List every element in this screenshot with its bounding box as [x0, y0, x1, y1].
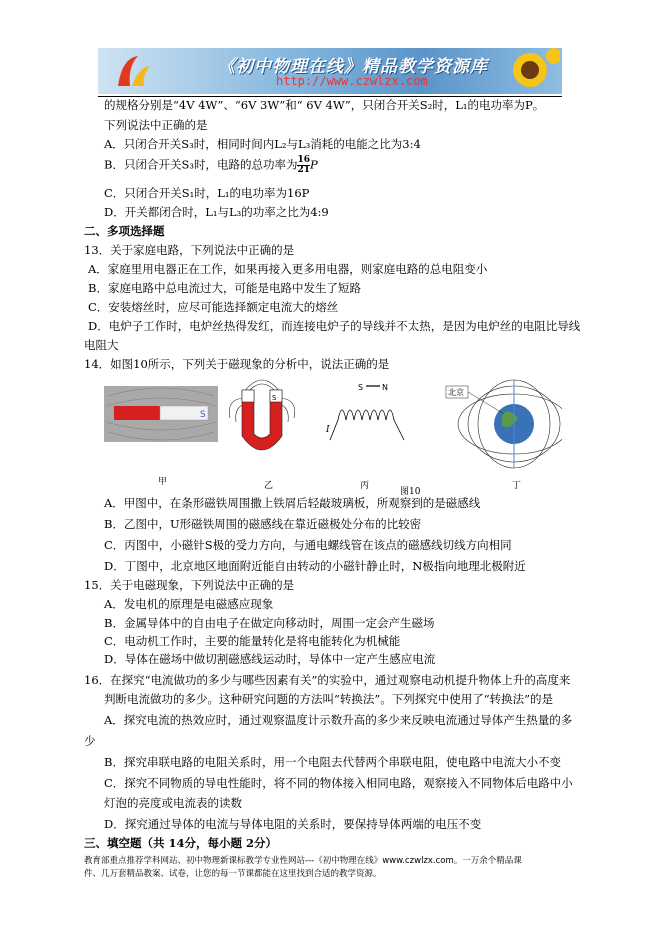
footer-line2: 件、几万套精品教案、试卷，让您的每一节课都能在这里找到合适的教学资源。 — [84, 869, 382, 879]
earth-magnetic-field-figure — [444, 374, 562, 474]
q12-option-b — [104, 156, 318, 175]
q16-option-d: D．探究通过导体的电流与导体电阻的关系时，要保持导体两端的电压不变 — [104, 817, 482, 831]
q16-option-c-line2: 灯泡的亮度或电流表的读数 — [104, 796, 242, 810]
q15-option-d: D．导体在磁场中做切割磁感线运动时，导体中一定产生感应电流 — [104, 652, 436, 666]
q15-option-c: C．电动机工作时，主要的能量转化是将电能转化为机械能 — [104, 634, 401, 648]
q14-option-c: C．丙图中，小磁针S极的受力方向，与通电螺线管在该点的磁感线切线方向相同 — [104, 538, 512, 552]
q13-option-d-line1: D．电炉子工作时，电炉丝热得发红，而连接电炉子的导线并不太热，是因为电炉丝的电阻比导线 — [88, 319, 581, 333]
q14-option-d: D．丁图中，北京地区地面附近能自由转动的小磁针静止时，N极指向地理北极附近 — [104, 559, 526, 573]
fig-label-bing: 丙 — [360, 481, 370, 491]
q12-option-b-var: P — [309, 157, 318, 172]
q14-stem: 14．如图10所示，下列关于磁现象的分析中，说法正确的是 — [84, 357, 390, 371]
header-banner — [98, 48, 562, 94]
q12-option-a: A．只闭合开关S₃时，相同时间内L₂与L₃消耗的电能之比为3:4 — [104, 137, 421, 151]
header-rule — [98, 96, 562, 97]
q12-option-d: D．开关都闭合时，L₁与L₃的功率之比为4:9 — [104, 205, 329, 219]
sunflower-icon — [490, 48, 560, 94]
q13-option-a: A．家庭里用电器正在工作，如果再接入更多用电器，则家庭电路的总电阻变小 — [88, 262, 488, 276]
q15-option-b: B．金属导体中的自由电子在做定向移动时，周围一定会产生磁场 — [104, 616, 435, 630]
section-3-heading: 三、填空题（共 14分，每小题 2分） — [84, 836, 278, 850]
q14-option-b: B．乙图中，U形磁铁周围的磁感线在靠近磁极处分布的比较密 — [104, 517, 422, 531]
section-2-heading: 二、多项选择题 — [84, 224, 165, 238]
fig-label-yi: 乙 — [264, 481, 274, 491]
q12-option-b-text: B．只闭合开关S₃时，电路的总功率为 — [104, 157, 298, 172]
needle-n-label: N — [382, 383, 388, 392]
q13-option-d-line2: 电阻大 — [84, 338, 119, 352]
q16-stem-line2: 判断电流做功的多少。这种研究问题的方法叫“转换法”。下列探究中使用了“转换法”的是 — [104, 692, 554, 706]
footer-line1: 教育部重点推荐学科网站、初中物理新课标教学专业性网站---《初中物理在线》www.czwlzx.com。一万余个精品课 — [84, 856, 522, 866]
q13-stem: 13．关于家庭电路，下列说法中正确的是 — [84, 243, 295, 257]
bar-magnet-figure — [104, 386, 218, 442]
q12-line2: 下列说法中正确的是 — [104, 118, 208, 132]
fig-label-jia: 甲 — [158, 477, 168, 487]
q16-stem-line1: 16．在探究“电流做功的多少与哪些因素有关”的实验中，通过观察电动机提升物体上升的高度来 — [84, 673, 571, 687]
fraction — [297, 156, 310, 175]
q12-line1: 的规格分别是“4V 4W”、“6V 3W”和“ 6V 4W”，只闭合开关S₂时，L₁的电功率为P。 — [104, 98, 545, 112]
u-magnet-figure — [224, 378, 300, 462]
q12-option-c: C．只闭合开关S₁时，L₁的电功率为16P — [104, 186, 310, 200]
banner-url[interactable]: http://www.czwlzx.com — [276, 74, 428, 88]
solenoid-figure — [320, 380, 420, 454]
q15-option-a: A．发电机的原理是电磁感应现象 — [104, 597, 274, 611]
q15-stem: 15．关于电磁现象，下列说法中正确的是 — [84, 578, 295, 592]
banner-title: 《初中物理在线》精品教学资源库 — [218, 57, 488, 77]
current-i-label: I — [326, 425, 330, 435]
q16-option-b: B．探究串联电路的电阻关系时，用一个电阻去代替两个串联电阻，使电路中电流大小不变 — [104, 755, 561, 769]
q13-option-b: B．家庭电路中总电流过大，可能是电路中发生了短路 — [88, 281, 361, 295]
bar-magnet-s-label: S — [200, 410, 206, 420]
q13-option-c: C．安装熔丝时，应尽可能选择额定电流大的熔丝 — [88, 300, 339, 314]
needle-s-label: S — [358, 383, 364, 392]
fraction-den: 21 — [297, 165, 310, 175]
beijing-label: 北京 — [448, 388, 464, 397]
page-footer — [84, 855, 584, 881]
site-logo-icon — [112, 52, 152, 90]
q16-option-a-line2: 少 — [84, 734, 96, 748]
q16-option-a-line1: A．探究电流的热效应时，通过观察温度计示数升高的多少来反映电流通过导体产生热量的多 — [104, 713, 573, 727]
q16-option-c-line1: C．探究不同物质的导电性能时，将不同的物体接入相同电路，观察接入不同物体后电路中小 — [104, 776, 573, 790]
u-magnet-s-label: S — [272, 394, 277, 402]
q14-option-a: A．甲图中，在条形磁铁周围撒上铁屑后轻敲玻璃板，所观察到的是磁感线 — [104, 496, 481, 510]
fig-label-ding: 丁 — [512, 481, 522, 491]
figure-caption: 图10 — [400, 487, 421, 497]
fraction-num: 16 — [297, 155, 310, 165]
figure-10 — [98, 374, 562, 497]
